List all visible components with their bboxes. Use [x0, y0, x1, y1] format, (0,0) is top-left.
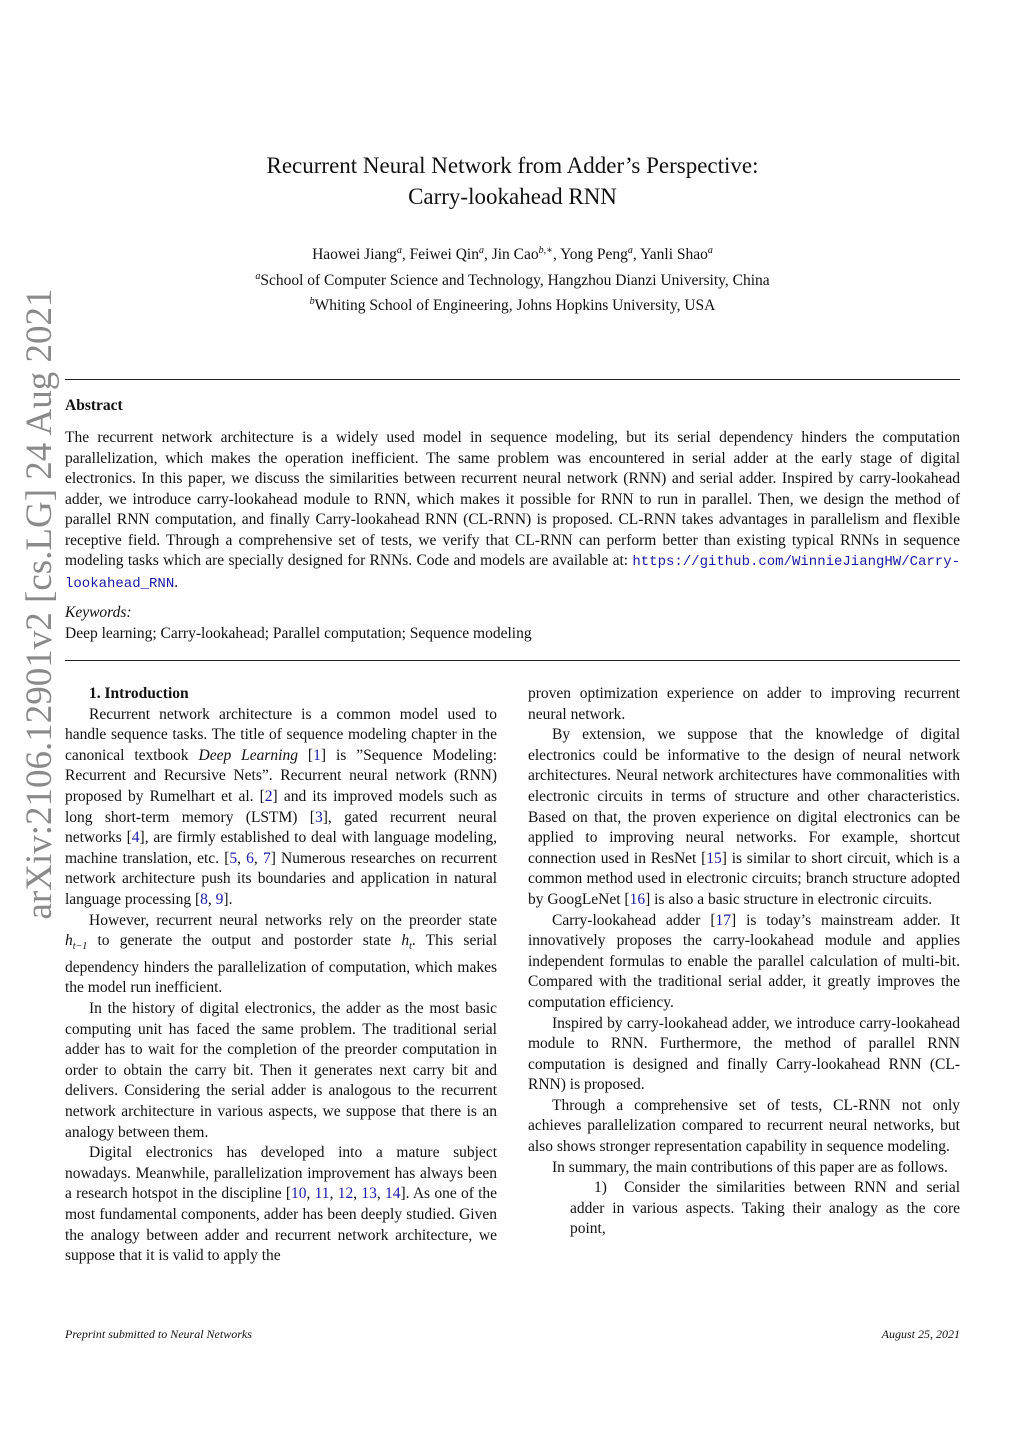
code-url-link[interactable]: https://github.com/WinnieJiangHW/Carry-lookahead_RNN: [65, 554, 961, 592]
affiliation: [65, 291, 960, 317]
intro-paragraph-6: By extension, we suppose that the knowledge of digital electronics could be informative to the design of neural network architectures. Neural network architectures have commonalities with electronic circuits in terms of structure and other characteristics. Based on that, the proven experience on digital electronics can be applied to improving neural networks. For example, shortcut connection used in ResNet [15] is similar to short circuit, which is a common method used in electronic circuits; branch structure adopted by GoogLeNet [16] is also a basic structure in electronic circuits.: [528, 726, 960, 908]
citation-link[interactable]: 8: [200, 890, 208, 908]
affiliation: [65, 266, 960, 292]
intro-paragraph-5: proven optimization experience on adder to improving recurrent neural network.: [528, 685, 960, 723]
author-block: [65, 240, 960, 317]
divider-top: [65, 379, 960, 380]
author-sup: a: [627, 245, 633, 256]
math-h-prev: $h_{t-1}$: [65, 932, 88, 953]
abstract-text: The recurrent network architecture is a widely used model in sequence modeling, but its serial dependency hinders the computation parallelization, which makes the operation inefficient. The same problem was encountered in serial adder at the early stage of digital electronics. In this paper, we discuss the similarities between recurrent neural network (RNN) and serial adder. Inspired by carry-lookahead adder, we introduce carry-lookahead module to RNN, which makes it possible for RNN to run in parallel. Then, we design the method of parallel RNN computation, and finally Carry-lookahead RNN (CL-RNN) is proposed. CL-RNN takes advantages in parallelism and flexible receptive field. Through a comprehensive set of tests, we verify that CL-RNN can perform better than existing typical RNNs in sequence modeling tasks which are specially designed for RNNs. Code and models are available at:: [65, 429, 960, 569]
abstract-body: [65, 428, 960, 594]
title-line-2: Carry-lookahead RNN: [408, 184, 617, 209]
citation-link[interactable]: 9: [215, 890, 224, 908]
intro-paragraph-4: Digital electronics has developed into a mature subject nowadays. Meanwhile, parallelization improvement has always been a research hotspot in the discipline [10, 11, 12, 13, 14]. As one of the most fundamental components, adder has been deeply studied. Given the analogy between adder and recurrent network architecture, we suppose that it is valid to apply the: [65, 1144, 498, 1265]
keywords-heading: Keywords:: [65, 604, 132, 621]
author-name: Yanli Shao: [640, 246, 708, 264]
affiliation-text: School of Computer Science and Technology, Hangzhou Dianzi University, China: [260, 271, 770, 289]
citation-link[interactable]: 5: [229, 849, 238, 867]
citation-link[interactable]: 2: [264, 787, 273, 805]
contribution-item: [528, 1178, 960, 1240]
title-line-1: Recurrent Neural Network from Adder’s Perspective:: [266, 153, 759, 178]
affiliation-sup: a: [255, 270, 261, 282]
footer-preprint-note: Preprint submitted to Neural Networks: [65, 1327, 252, 1341]
citation-link[interactable]: 7: [262, 849, 271, 867]
citation-link[interactable]: 3: [314, 808, 323, 826]
paper-title: [65, 150, 960, 212]
abstract-heading: Abstract: [65, 397, 123, 414]
affiliation-text: Whiting School of Engineering, Johns Hopkins University, USA: [314, 297, 716, 315]
author-name: Haowei Jiang: [312, 246, 397, 264]
citation-link[interactable]: 14: [384, 1185, 401, 1203]
intro-paragraph-7: Carry-lookahead adder [17] is today’s mainstream adder. It innovatively proposes the carry-lookahead module and applies independent formulas to enable the parallel calculation of multi-bit. Compared with the traditional serial adder, it greatly improves the computation efficiency.: [528, 911, 960, 1011]
left-column: [65, 684, 497, 1267]
citation-link[interactable]: 11: [314, 1185, 330, 1203]
citation-link[interactable]: 12: [337, 1185, 354, 1203]
citation-link[interactable]: 17: [715, 911, 732, 929]
citation-link[interactable]: 6: [246, 849, 254, 867]
intro-paragraph-3: In the history of digital electronics, the adder as the most basic computing unit has faced the same problem. The traditional serial adder has to wait for the completion of the preorder computation in order to obtain the carry bit. Then it generates next carry bit and delivers. Considering the serial adder is analogous to the recurrent network architecture in various aspects, we suppose that there is an analogy between them.: [65, 1000, 497, 1141]
intro-paragraph-9: Through a comprehensive set of tests, CL-RNN not only achieves parallelization compared to recurrent neural networks, but also shows stronger representation capability in sequence modeling.: [528, 1096, 960, 1156]
citation-link[interactable]: 13: [361, 1185, 377, 1203]
intro-paragraph-2: However, recurrent neural networks rely on the preorder state $h_{t-1}$ to generate the output and postorder state $h_t$. This serial dependency hinders the parallelization of computation, which makes the model run inefficient.: [65, 911, 498, 997]
book-title: Deep Learning: [198, 746, 298, 764]
author-sup: a: [707, 245, 713, 256]
abstract-url-end: .: [174, 573, 179, 591]
intro-paragraph-8: Inspired by carry-lookahead adder, we introduce carry-lookahead module to RNN. Furthermore, the method of parallel RNN computation is designed and finally Carry-lookahead RNN (CL-RNN) is proposed.: [528, 1014, 960, 1094]
author-name: Feiwei Qin: [409, 246, 479, 264]
keywords-list: Deep learning; Carry-lookahead; Parallel computation; Sequence modeling: [65, 625, 532, 642]
citation-link[interactable]: 4: [131, 829, 140, 847]
author-list: Haowei Jiang$^a$, Feiwei Qin$^a$, Jin Cao$^{b,∗}$, Yong Peng$^a$, Yanli Shao$^a$: [312, 245, 713, 264]
intro-paragraph-1: Recurrent network architecture is a common model used to handle sequence tasks. The title of sequence modeling chapter in the canonical textbook Deep Learning [1] is ”Sequence Modeling: Recurrent and Recursive Nets”. Recurrent neural network (RNN) proposed by Rumelhart et al. [2] and its improved models such as long short-term memory (LSTM) [3], gated recurrent neural networks [4], are firmly established to deal with language modeling, machine translation, etc. [5, 6, 7] Numerous researches on recurrent network architecture push its boundaries and application in natural language processing [8, 9].: [65, 705, 498, 908]
arxiv-stamp: arXiv:2106.12901v2 [cs.LG] 24 Aug 2021: [19, 288, 60, 920]
right-column: [528, 684, 960, 1240]
section-heading: 1. Introduction: [89, 685, 189, 702]
author-name: Yong Peng: [560, 246, 628, 264]
footer-date: August 25, 2021: [881, 1327, 960, 1341]
citation-link[interactable]: 1: [313, 746, 321, 764]
math-h-t: $h_t$: [401, 932, 412, 953]
citation-link[interactable]: 16: [629, 890, 646, 908]
author-sup: a: [478, 245, 484, 256]
citation-link[interactable]: 10: [291, 1185, 307, 1203]
divider-bottom: [65, 660, 960, 661]
affiliation-sup: b: [309, 296, 315, 308]
author-sup: a: [396, 245, 402, 256]
author-name: Jin Cao: [491, 246, 539, 264]
contribution-number: 1): [594, 1179, 607, 1197]
intro-paragraph-10: In summary, the main contributions of this paper are as follows.: [552, 1158, 948, 1176]
contribution-text: Consider the similarities between RNN and serial adder in various aspects. Taking their analogy as the core point,: [570, 1179, 961, 1238]
author-sup: b,∗: [538, 245, 553, 256]
citation-link[interactable]: 15: [706, 849, 722, 867]
